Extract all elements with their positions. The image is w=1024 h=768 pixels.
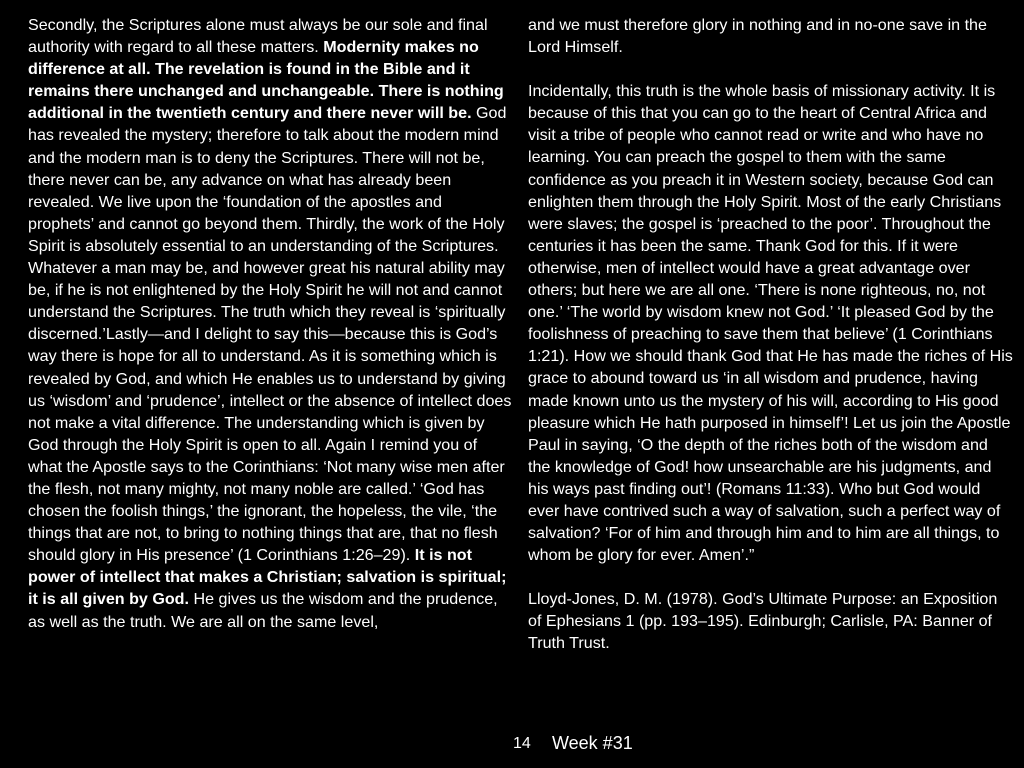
paragraph-spacer bbox=[528, 58, 1014, 80]
bold-statement-salvation: It is not power of intellect that makes a Christian; salvation is spiritual; it is all given by God. bbox=[28, 546, 507, 609]
week-label: Week #31 bbox=[552, 733, 633, 753]
intro-text: Secondly, the Scriptures alone must always be our sole and final authority with regard to all these matters. bbox=[28, 16, 488, 57]
missionary-paragraph: Incidentally, this truth is the whole basis of missionary activity. It is because of this that you can go to the heart of Central Africa and visit a tribe of people who cannot read or write and who have no learning. You can preach the gospel to them with the same confidence as you preach it in Western society, because God can enlighten them through the Holy Spirit. Most of the early Christians were slaves; the gospel is ‘preached to the poor’. Throughout the centuries it has been the same. Thank God for this. If it were otherwise, men of intellect would have a great advantage over others; but here we are all one. ‘There is none righteous, no, not one.’ ‘The world by wisdom knew not God.’ ‘It pleased God by the foolishness of preaching to save them that believe’ (1 Corinthians 1:21). How we should thank God that He has made the riches of His grace to abound toward us ‘in all wisdom and prudence, having made known unto us the mystery of his will, according to His good pleasure which He hath purposed in himself’! Let us join the Apostle Paul in saying, ‘O the depth of the riches both of the wisdom and the knowledge of God! how unsearchable are his judgments, and his ways past finding out’! (Romans 11:33). Who but God would ever have contrived such a way of salvation, such a perfect way of salvation? ‘For of him and through him and to him are all things, to whom be glory for ever. Amen’.” bbox=[528, 82, 1013, 565]
bold-statement-modernity: Modernity makes no difference at all. The revelation is found in the Bible and it remains there unchanged and unchangeable. There is nothing additional in the twentieth century and there never will be. bbox=[28, 38, 504, 123]
continuation-paragraph: and we must therefore glory in nothing and in no-one save in the Lord Himself. bbox=[528, 16, 987, 57]
footer bbox=[0, 733, 1024, 757]
citation: Lloyd-Jones, D. M. (1978). God’s Ultimate Purpose: an Exposition of Ephesians 1 (pp. 193–195). Edinburgh; Carlisle, PA: Banner of Truth Trust. bbox=[528, 590, 998, 653]
page-number: 14 bbox=[513, 735, 531, 752]
paragraph-spacer bbox=[528, 566, 1014, 588]
right-text-column bbox=[528, 14, 1014, 655]
left-text-column bbox=[28, 14, 512, 633]
left-paragraph bbox=[28, 14, 512, 633]
body-text: God has revealed the mystery; therefore to talk about the modern mind and the modern man is to deny the Scriptures. There will not be, there never can be, any advance on what has already been revealed. We live upon the ‘foundation of the apostles and prophets’ and cannot go beyond them. Thirdly, the work of the Holy Spirit is absolutely essential to an understanding of the Scriptures. Whatever a man may be, and however great his natural ability may be, if he is not enlightened by the Holy Spirit he will not and cannot understand the Scriptures. The truth which they reveal is ‘spiritually discerned.’Lastly—and I delight to say this—because this is God’s way there is hope for all to understand. As it is something which is revealed by God, and which He enables us to understand by giving us ‘wisdom’ and ‘prudence’, intellect or the absence of intellect does not make a vital difference. The understanding which is given by God through the Holy Spirit is open to all. Again I remind you of what the Apostle says to the Corinthians: ‘Not many wise men after the flesh, not many mighty, not many noble are called.’ ‘God has chosen the foolish things,’ the ignorant, the hopeless, the vile, ‘the things that are not, to bring to nothing things that are, that no flesh should glory in His presence’ (1 Corinthians 1:26–29). bbox=[28, 104, 512, 565]
closing-text: He gives us the wisdom and the prudence, as well as the truth. We are all on the same level, bbox=[28, 590, 498, 631]
